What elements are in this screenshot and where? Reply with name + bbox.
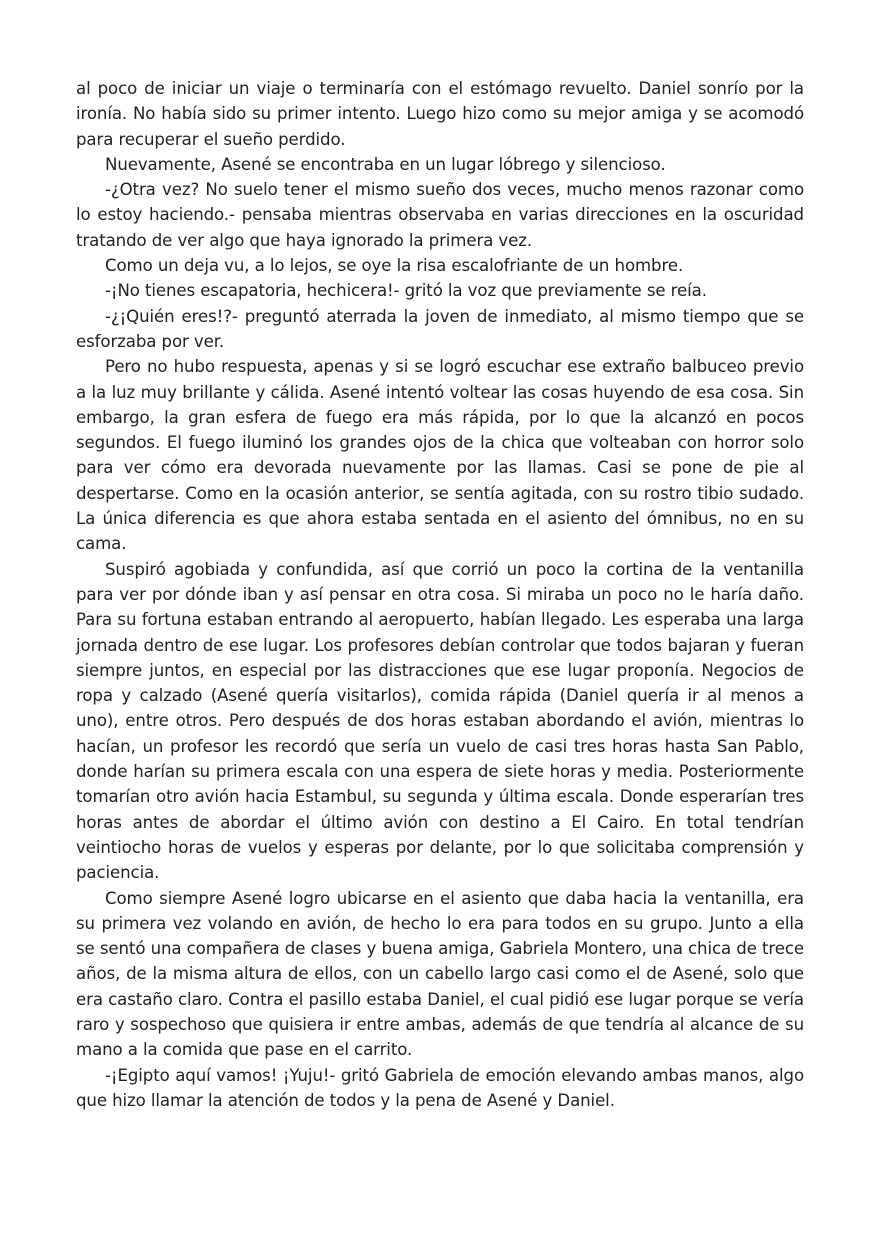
paragraph: Como siempre Asené logro ubicarse en el asiento que daba hacia la ventanilla, era su primera vez volando en avión, de hecho lo era para todos en su grupo. Junto a ella se sentó una compañera de clases y buena amiga, Gabriela Montero, una chica de trece años, de la misma altura de ellos, con un cabello largo casi como el de Asené, solo que era castaño claro. Contra el pasillo estaba Daniel, el cual pidió ese lugar porque se vería raro y sospechoso que quisiera ir entre ambas, además de que tendría al alcance de su mano a la comida que pase en el carrito.	[76, 888, 804, 1060]
paragraph: -¿¡Quién eres!?- preguntó aterrada la joven de inmediato, al mismo tiempo que se esforzaba por ver.	[76, 306, 804, 351]
paragraph: Nuevamente, Asené se encontraba en un lugar lóbrego y silencioso.	[105, 154, 666, 174]
paragraph: -¿Otra vez? No suelo tener el mismo sueño dos veces, mucho menos razonar como lo estoy haciendo.- pensaba mientras observaba en varias direcciones en la oscuridad tratando de ver algo que haya ignorado la primera vez.	[76, 180, 804, 250]
paragraph: Suspiró agobiada y confundida, así que corrió un poco la cortina de la ventanilla para ver por dónde iban y así pensar en otra cosa. Si miraba un poco no le haría daño. Para su fortuna estaban entrando al aeropuerto, habían llegado. Les esperaba una larga jornada dentro de ese lugar. Los profesores debían controlar que todos bajaran y fueran siempre juntos, en especial por las distracciones que ese lugar proponía. Negocios de ropa y calzado (Asené quería visitarlos), comida rápida (Daniel quería ir al menos a uno), entre otros. Pero después de dos horas estaban abordando el avión, mientras lo hacían, un profesor les recordó que sería un vuelo de casi tres horas hasta San Pablo, donde harían su primera escala con una espera de siete horas y media. Posteriormente tomarían otro avión hacia Estambul, su segunda y última escala. Donde esperarían tres horas antes de abordar el último avión con destino a El Cairo. En total tendrían veintiocho horas de vuelos y esperas por delante, por lo que solicitaba comprensión y paciencia.	[76, 559, 804, 883]
paragraph: -¡No tienes escapatoria, hechicera!- gritó la voz que previamente se reía.	[105, 281, 707, 301]
paragraph: Como un deja vu, a lo lejos, se oye la risa escalofriante de un hombre.	[105, 256, 684, 276]
paragraph: -¡Egipto aquí vamos! ¡Yuju!- gritó Gabriela de emoción elevando ambas manos, algo que hizo llamar la atención de todos y la pena de Asené y Daniel.	[76, 1065, 804, 1110]
paragraph: Pero no hubo respuesta, apenas y si se logró escuchar ese extraño balbuceo previo a la luz muy brillante y cálida. Asené intentó voltear las cosas huyendo de esa cosa. Sin embargo, la gran esfera de fuego era más rápida, por lo que la alcanzó en pocos segundos. El fuego iluminó los grandes ojos de la chica que volteaban con horror solo para ver cómo era devorada nuevamente por las llamas. Casi se pone de pie al despertarse. Como en la ocasión anterior, se sentía agitada, con su rostro tibio sudado. La única diferencia es que ahora estaba sentada en el asiento del ómnibus, no en su cama.	[76, 357, 804, 554]
paragraph: al poco de iniciar un viaje o terminaría con el estómago revuelto. Daniel sonrío por la ironía. No había sido su primer intento. Luego hizo como su mejor amiga y se acomodó para recuperar el sueño perdido.	[76, 79, 804, 149]
document-page	[76, 76, 804, 1113]
